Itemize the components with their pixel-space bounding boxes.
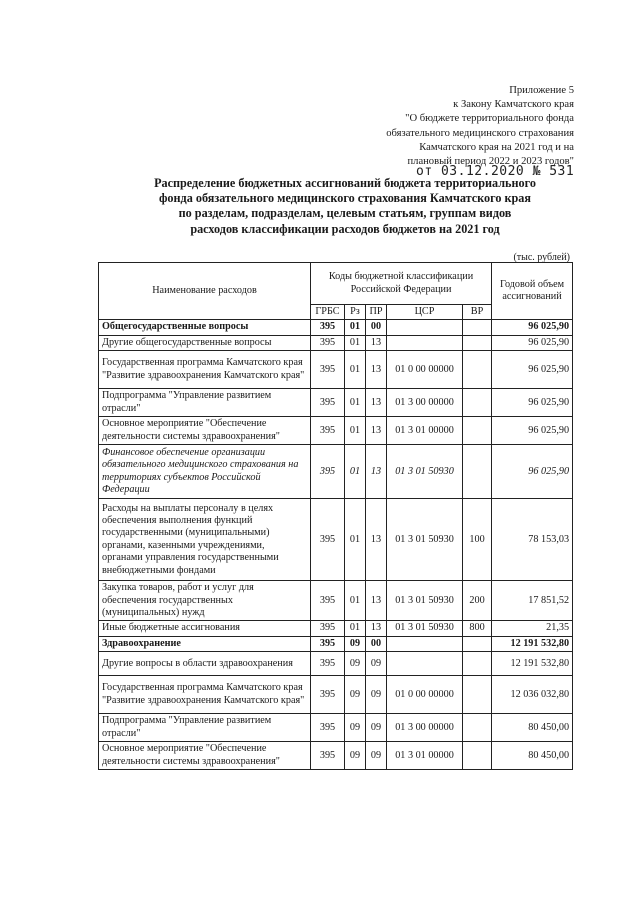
- csr-cell: [387, 636, 463, 651]
- amount-cell: 12 191 532,80: [492, 636, 573, 651]
- rz-cell: 09: [345, 676, 366, 714]
- pr-cell: 13: [366, 417, 387, 445]
- title-line: Распределение бюджетных ассигнований бюджета территориального: [154, 176, 536, 190]
- csr-cell: [387, 320, 463, 335]
- header-vr: ВР: [463, 305, 492, 320]
- amount-cell: 96 025,90: [492, 335, 573, 350]
- attachment-line: Приложение 5: [509, 85, 574, 96]
- title-line: расходов классификации расходов бюджетов на 2021 год: [190, 221, 500, 236]
- table-row: [99, 714, 573, 742]
- grbs-cell: 395: [311, 351, 345, 389]
- vr-cell: [463, 676, 492, 714]
- table-row: [99, 581, 573, 621]
- name-cell: Иные бюджетные ассигнования: [99, 621, 311, 636]
- csr-cell: 01 3 01 50930: [387, 581, 463, 621]
- grbs-cell: 395: [311, 652, 345, 676]
- grbs-cell: 395: [311, 581, 345, 621]
- vr-cell: [463, 351, 492, 389]
- vr-cell: [463, 636, 492, 651]
- amount-cell: 21,35: [492, 621, 573, 636]
- csr-cell: 01 0 00 00000: [387, 351, 463, 389]
- table-row: [99, 742, 573, 770]
- rz-cell: 01: [345, 621, 366, 636]
- pr-cell: 13: [366, 499, 387, 581]
- attachment-block: [314, 84, 574, 169]
- attachment-line: "О бюджете территориального фонда: [405, 113, 574, 125]
- header-amount: Годовой объем ассигнований: [492, 263, 573, 320]
- vr-cell: [463, 714, 492, 742]
- amount-cell: 96 025,90: [492, 389, 573, 417]
- vr-cell: 200: [463, 581, 492, 621]
- name-cell: Другие вопросы в области здравоохранения: [99, 652, 311, 676]
- csr-cell: [387, 652, 463, 676]
- amount-cell: 80 450,00: [492, 714, 573, 742]
- rz-cell: 09: [345, 636, 366, 651]
- rz-cell: 09: [345, 742, 366, 770]
- table-row: [99, 652, 573, 676]
- pr-cell: 09: [366, 742, 387, 770]
- pr-cell: 13: [366, 445, 387, 499]
- name-cell: Расходы на выплаты персоналу в целях обеспечения выполнения функций государственными (муниципальными) органами, казенными учреждениями, органами управления государственными внебюджетными фондами: [99, 499, 311, 581]
- amount-cell: 80 450,00: [492, 742, 573, 770]
- grbs-cell: 395: [311, 714, 345, 742]
- name-cell: Подпрограмма "Управление развитием отрасли": [99, 714, 311, 742]
- rz-cell: 01: [345, 417, 366, 445]
- header-codes: Коды бюджетной классификации Российской Федерации: [311, 263, 492, 305]
- pr-cell: 13: [366, 581, 387, 621]
- vr-cell: [463, 417, 492, 445]
- grbs-cell: 395: [311, 320, 345, 335]
- rz-cell: 09: [345, 714, 366, 742]
- grbs-cell: 395: [311, 676, 345, 714]
- rz-cell: 01: [345, 389, 366, 417]
- csr-cell: 01 3 01 50930: [387, 499, 463, 581]
- grbs-cell: 395: [311, 445, 345, 499]
- table-body: [99, 320, 573, 770]
- csr-cell: 01 0 00 00000: [387, 676, 463, 714]
- name-cell: Государственная программа Камчатского края "Развитие здравоохранения Камчатского края": [99, 351, 311, 389]
- amount-cell: 12 191 532,80: [492, 652, 573, 676]
- name-cell: Другие общегосударственные вопросы: [99, 335, 311, 350]
- vr-cell: [463, 320, 492, 335]
- table-row: [99, 621, 573, 636]
- table-row: [99, 389, 573, 417]
- grbs-cell: 395: [311, 417, 345, 445]
- table-row: [99, 335, 573, 350]
- name-cell: Здравоохранение: [99, 636, 311, 651]
- rz-cell: 01: [345, 499, 366, 581]
- amount-cell: 17 851,52: [492, 581, 573, 621]
- attachment-line: к Закону Камчатского края: [453, 99, 574, 111]
- table-row: [99, 676, 573, 714]
- vr-cell: [463, 445, 492, 499]
- csr-cell: 01 3 01 00000: [387, 742, 463, 770]
- name-cell: Государственная программа Камчатского края "Развитие здравоохранения Камчатского края": [99, 676, 311, 714]
- budget-table: [98, 262, 573, 770]
- amount-cell: 96 025,90: [492, 351, 573, 389]
- pr-cell: 13: [366, 621, 387, 636]
- amount-cell: 96 025,90: [492, 417, 573, 445]
- rz-cell: 01: [345, 351, 366, 389]
- pr-cell: 00: [366, 320, 387, 335]
- rz-cell: 01: [345, 581, 366, 621]
- table-row: [99, 351, 573, 389]
- name-cell: Основное мероприятие "Обеспечение деятельности системы здравоохранения": [99, 742, 311, 770]
- amount-cell: 96 025,90: [492, 445, 573, 499]
- csr-cell: [387, 335, 463, 350]
- name-cell: Финансовое обеспечение организации обязательного медицинского страхования на территориях субъектов Российской Федерации: [99, 445, 311, 499]
- attachment-line: обязательного медицинского страхования: [386, 127, 574, 139]
- vr-cell: 800: [463, 621, 492, 636]
- pr-cell: 09: [366, 652, 387, 676]
- csr-cell: 01 3 01 50930: [387, 621, 463, 636]
- table-row: [99, 499, 573, 581]
- csr-cell: 01 3 01 00000: [387, 417, 463, 445]
- pr-cell: 00: [366, 636, 387, 651]
- vr-cell: [463, 652, 492, 676]
- csr-cell: 01 3 00 00000: [387, 389, 463, 417]
- header-rz: Рз: [345, 305, 366, 320]
- vr-cell: [463, 742, 492, 770]
- grbs-cell: 395: [311, 636, 345, 651]
- amount-cell: 96 025,90: [492, 320, 573, 335]
- title-line: по разделам, подразделам, целевым статьям, группам видов: [178, 206, 512, 221]
- pr-cell: 09: [366, 714, 387, 742]
- grbs-cell: 395: [311, 499, 345, 581]
- amount-cell: 12 036 032,80: [492, 676, 573, 714]
- rz-cell: 01: [345, 335, 366, 350]
- units-label: (тыс. рублей): [513, 252, 570, 263]
- csr-cell: 01 3 01 50930: [387, 445, 463, 499]
- attachment-line: Камчатского края на 2021 год и на: [419, 141, 574, 153]
- header-pr: ПР: [366, 305, 387, 320]
- grbs-cell: 395: [311, 621, 345, 636]
- rz-cell: 09: [345, 652, 366, 676]
- table-row: [99, 445, 573, 499]
- rz-cell: 01: [345, 445, 366, 499]
- name-cell: Основное мероприятие "Обеспечение деятельности системы здравоохранения": [99, 417, 311, 445]
- rz-cell: 01: [345, 320, 366, 335]
- vr-cell: [463, 335, 492, 350]
- pr-cell: 13: [366, 351, 387, 389]
- grbs-cell: 395: [311, 335, 345, 350]
- document-title: [118, 176, 572, 237]
- table-row: [99, 636, 573, 651]
- header-csr: ЦСР: [387, 305, 463, 320]
- pr-cell: 13: [366, 389, 387, 417]
- grbs-cell: 395: [311, 389, 345, 417]
- csr-cell: 01 3 00 00000: [387, 714, 463, 742]
- pr-cell: 09: [366, 676, 387, 714]
- grbs-cell: 395: [311, 742, 345, 770]
- pr-cell: 13: [366, 335, 387, 350]
- name-cell: Общегосударственные вопросы: [99, 320, 311, 335]
- header-name: Наименование расходов: [99, 263, 311, 320]
- table-row: [99, 320, 573, 335]
- attachment-line: плановый период 2022 и 2023 годов": [407, 156, 574, 168]
- vr-cell: [463, 389, 492, 417]
- amount-cell: 78 153,03: [492, 499, 573, 581]
- name-cell: Закупка товаров, работ и услуг для обеспечения государственных (муниципальных) нужд: [99, 581, 311, 621]
- header-grbs: ГРБС: [311, 305, 345, 320]
- title-line: фонда обязательного медицинского страхования Камчатского края: [159, 191, 531, 206]
- vr-cell: 100: [463, 499, 492, 581]
- table-row: [99, 417, 573, 445]
- date-number-stamp: от 03.12.2020 № 531: [416, 164, 575, 179]
- name-cell: Подпрограмма "Управление развитием отрасли": [99, 389, 311, 417]
